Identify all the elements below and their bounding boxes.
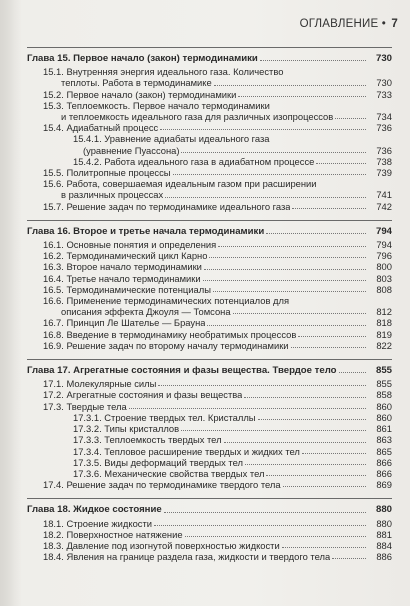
toc-entry-title: 17.3.4. Тепловое расширение твердых и жидких тел bbox=[73, 445, 300, 457]
toc-entry-title: 17.3.3. Теплоемкость твердых тел bbox=[73, 434, 222, 446]
toc-entry-page: 739 bbox=[376, 167, 392, 179]
chapter-heading bbox=[27, 365, 392, 376]
dot-leader bbox=[158, 385, 366, 386]
toc-entry bbox=[27, 412, 392, 423]
dot-leader bbox=[302, 453, 366, 454]
toc-entry-page: 800 bbox=[376, 261, 392, 273]
toc-entry-title: 17.3.2. Типы кристаллов bbox=[73, 423, 180, 435]
toc-entry-line: 15.3. Теплоемкость. Первое начало термодинамики bbox=[43, 99, 270, 111]
toc-entry bbox=[27, 329, 392, 340]
dot-leader bbox=[245, 464, 366, 465]
toc-entry-page: 855 bbox=[376, 378, 392, 390]
toc-entry-title: теплоты. Работа в термодинамике bbox=[61, 77, 212, 89]
toc-entry bbox=[27, 551, 392, 562]
toc-entry bbox=[27, 306, 392, 317]
toc-entry bbox=[27, 273, 392, 284]
toc-entry-title: 17.3.1. Строение твердых тел. Кристаллы bbox=[73, 411, 256, 423]
dot-leader bbox=[209, 257, 366, 258]
toc-entry-title: 15.2. Первое начало (закон) термодинамики bbox=[43, 88, 237, 100]
chapter-heading-title: Глава 16. Второе и третье начала термодинамики bbox=[27, 225, 265, 237]
dot-leader bbox=[181, 430, 366, 431]
table-of-contents bbox=[27, 47, 392, 565]
chapter-heading-page: 855 bbox=[375, 365, 392, 377]
toc-entry bbox=[27, 189, 392, 200]
toc-entry bbox=[27, 529, 392, 540]
toc-entry-title: 17.3. Твердые тела bbox=[43, 400, 127, 412]
dot-leader bbox=[207, 325, 366, 326]
toc-entry-title: 18.4. Явления на границе раздела газа, жидкости и твердого тела bbox=[43, 551, 331, 563]
header-bullet: • bbox=[381, 18, 386, 30]
toc-entry bbox=[27, 340, 392, 351]
toc-entry-title: 16.2. Термодинамический цикл Карно bbox=[43, 250, 208, 262]
toc-entry-title: и теплоемкость идеального газа для различных изопроцессов bbox=[61, 111, 334, 123]
dot-leader bbox=[283, 486, 366, 487]
toc-entry-page: 794 bbox=[376, 239, 392, 251]
toc-entry bbox=[27, 540, 392, 551]
toc-entry bbox=[27, 284, 392, 295]
toc-entry-page: 861 bbox=[376, 423, 392, 435]
dot-leader bbox=[185, 536, 366, 537]
dot-leader bbox=[292, 208, 366, 209]
toc-entry-page: 736 bbox=[376, 144, 392, 156]
toc-entry-page: 741 bbox=[376, 189, 392, 201]
dot-leader bbox=[298, 336, 366, 337]
dot-leader bbox=[214, 85, 366, 86]
toc-entry-title: 18.3. Давление под изогнутой поверхностью жидкости bbox=[43, 539, 280, 551]
chapter-heading bbox=[27, 504, 392, 515]
toc-entry-title: 16.3. Второе начало термодинамики bbox=[43, 261, 202, 273]
toc-entry-title: 15.7. Решение задач по термодинамике идеального газа bbox=[43, 200, 291, 212]
page-number: 7 bbox=[391, 18, 398, 30]
toc-entry-page: 822 bbox=[376, 339, 392, 351]
dot-leader bbox=[160, 129, 366, 130]
dot-leader bbox=[260, 60, 366, 61]
dot-leader bbox=[213, 291, 366, 292]
toc-entry-page: 812 bbox=[376, 306, 392, 318]
dot-leader bbox=[224, 442, 366, 443]
toc-entry-page: 884 bbox=[376, 539, 392, 551]
dot-leader bbox=[282, 547, 366, 548]
toc-entry bbox=[27, 423, 392, 434]
toc-entry-page: 886 bbox=[376, 551, 392, 563]
toc-entry-line: 15.4.1. Уравнение адиабаты идеального газа bbox=[73, 133, 270, 145]
dot-leader bbox=[164, 512, 366, 513]
dot-leader bbox=[238, 96, 366, 97]
page-gutter-shadow bbox=[0, 0, 22, 606]
dot-leader bbox=[335, 118, 366, 119]
toc-entry-page: 866 bbox=[376, 467, 392, 479]
toc-entry-page: 863 bbox=[376, 434, 392, 446]
chapter-block bbox=[27, 360, 392, 493]
toc-entry bbox=[27, 457, 392, 468]
dot-leader bbox=[129, 408, 366, 409]
toc-entry-page: 803 bbox=[376, 272, 392, 284]
toc-entry-page: 808 bbox=[376, 283, 392, 295]
toc-entry bbox=[27, 145, 392, 156]
chapter-block bbox=[27, 499, 392, 565]
header-title: ОГЛАВЛЕНИЕ bbox=[299, 18, 379, 30]
toc-entry bbox=[27, 239, 392, 250]
chapter-block bbox=[27, 221, 392, 354]
dot-leader bbox=[154, 525, 366, 526]
dot-leader bbox=[316, 163, 366, 164]
toc-entry-title: 17.2. Агрегатные состояния и фазы вещества bbox=[43, 389, 243, 401]
toc-entry-page: 736 bbox=[376, 122, 392, 134]
toc-entry bbox=[27, 389, 392, 400]
toc-entry-page: 866 bbox=[376, 456, 392, 468]
dot-leader bbox=[266, 475, 366, 476]
dot-leader bbox=[203, 280, 366, 281]
chapter-heading bbox=[27, 53, 392, 64]
toc-entry bbox=[27, 468, 392, 479]
chapter-heading-page: 794 bbox=[375, 225, 392, 237]
toc-entry-title: 18.1. Строение жидкости bbox=[43, 517, 153, 529]
toc-entry bbox=[27, 111, 392, 122]
toc-entry bbox=[27, 201, 392, 212]
toc-entry bbox=[27, 446, 392, 457]
dot-leader bbox=[244, 397, 366, 398]
chapter-heading-page: 730 bbox=[375, 53, 392, 64]
toc-entry-page: 881 bbox=[376, 528, 392, 540]
dot-leader bbox=[339, 372, 366, 373]
dot-leader bbox=[291, 347, 366, 348]
toc-entry bbox=[27, 250, 392, 261]
toc-entry-page: 858 bbox=[376, 389, 392, 401]
running-header bbox=[300, 18, 398, 30]
toc-entry-page: 865 bbox=[376, 445, 392, 457]
toc-entry bbox=[27, 122, 392, 133]
toc-entry-page: 869 bbox=[376, 479, 392, 491]
dot-leader bbox=[204, 269, 366, 270]
toc-entry bbox=[27, 401, 392, 412]
dot-leader bbox=[173, 174, 366, 175]
toc-entry-line: 16.6. Применение термодинамических потенциалов для bbox=[43, 295, 290, 307]
toc-entry-page: 819 bbox=[376, 328, 392, 340]
toc-entry-title: 16.9. Решение задач по второму началу термодинамики bbox=[43, 339, 289, 351]
toc-entry-page: 796 bbox=[376, 250, 392, 262]
chapter-heading-title: Глава 18. Жидкое состояние bbox=[27, 504, 162, 516]
toc-entry bbox=[27, 317, 392, 328]
toc-entry bbox=[27, 434, 392, 445]
toc-entry-title: 16.8. Введение в термодинамику необратимых процессов bbox=[43, 328, 297, 340]
chapter-heading-title: Глава 15. Первое начало (закон) термодинамики bbox=[27, 53, 258, 64]
toc-entry bbox=[27, 261, 392, 272]
chapter-heading-title: Глава 17. Агрегатные состояния и фазы вещества. Твердое тело bbox=[27, 365, 337, 377]
toc-entry-title: 17.4. Решение задач по термодинамике твердого тела bbox=[43, 479, 281, 491]
toc-entry-page: 733 bbox=[376, 88, 392, 100]
toc-entry bbox=[27, 479, 392, 490]
toc-entry-title: (уравнение Пуассона) bbox=[83, 144, 180, 156]
dot-leader bbox=[332, 558, 366, 559]
toc-entry-line: 15.1. Внутренняя энергия идеального газа. Количество bbox=[43, 66, 284, 78]
toc-entry-line: 15.6. Работа, совершаемая идеальным газом при расширении bbox=[43, 178, 317, 190]
toc-entry-title: 16.7. Принцип Ле Шателье — Брауна bbox=[43, 317, 206, 329]
toc-entry-page: 860 bbox=[376, 411, 392, 423]
dot-leader bbox=[165, 197, 366, 198]
toc-entry-page: 742 bbox=[376, 200, 392, 212]
toc-entry-title: в различных процессах bbox=[61, 189, 164, 201]
toc-entry bbox=[27, 518, 392, 529]
dot-leader bbox=[218, 246, 366, 247]
toc-entry-title: 16.5. Термодинамические потенциалы bbox=[43, 283, 211, 295]
dot-leader bbox=[258, 419, 366, 420]
toc-entry bbox=[27, 156, 392, 167]
toc-entry bbox=[27, 89, 392, 100]
toc-entry-title: описания эффекта Джоуля — Томсона bbox=[61, 306, 231, 318]
toc-entry-page: 730 bbox=[376, 77, 392, 89]
chapter-heading-page: 880 bbox=[375, 504, 392, 516]
toc-entry-title: 17.3.5. Виды деформаций твердых тел bbox=[73, 456, 243, 468]
toc-entry-title: 16.4. Третье начало термодинамики bbox=[43, 272, 201, 284]
toc-entry-title: 18.2. Поверхностное натяжение bbox=[43, 528, 183, 540]
toc-entry-page: 860 bbox=[376, 400, 392, 412]
toc-entry bbox=[27, 77, 392, 88]
toc-entry bbox=[27, 167, 392, 178]
toc-entry-title: 16.1. Основные понятия и определения bbox=[43, 239, 217, 251]
toc-entry-page: 880 bbox=[376, 517, 392, 529]
dot-leader bbox=[233, 313, 366, 314]
dot-leader bbox=[181, 152, 366, 153]
toc-entry-title: 15.4. Адиабатный процесс bbox=[43, 122, 159, 134]
toc-entry-page: 738 bbox=[376, 155, 392, 167]
chapter-heading bbox=[27, 226, 392, 237]
toc-entry-page: 818 bbox=[376, 317, 392, 329]
toc-entry-title: 17.3.6. Механические свойства твердых тел bbox=[73, 467, 265, 479]
dot-leader bbox=[266, 233, 366, 234]
toc-entry-title: 15.4.2. Работа идеального газа в адиабатном процессе bbox=[73, 155, 315, 167]
toc-entry bbox=[27, 378, 392, 389]
toc-entry-title: 15.5. Политропные процессы bbox=[43, 167, 171, 179]
chapter-block bbox=[27, 48, 392, 215]
toc-entry-title: 17.1. Молекулярные силы bbox=[43, 378, 157, 390]
toc-entry-page: 734 bbox=[376, 111, 392, 123]
